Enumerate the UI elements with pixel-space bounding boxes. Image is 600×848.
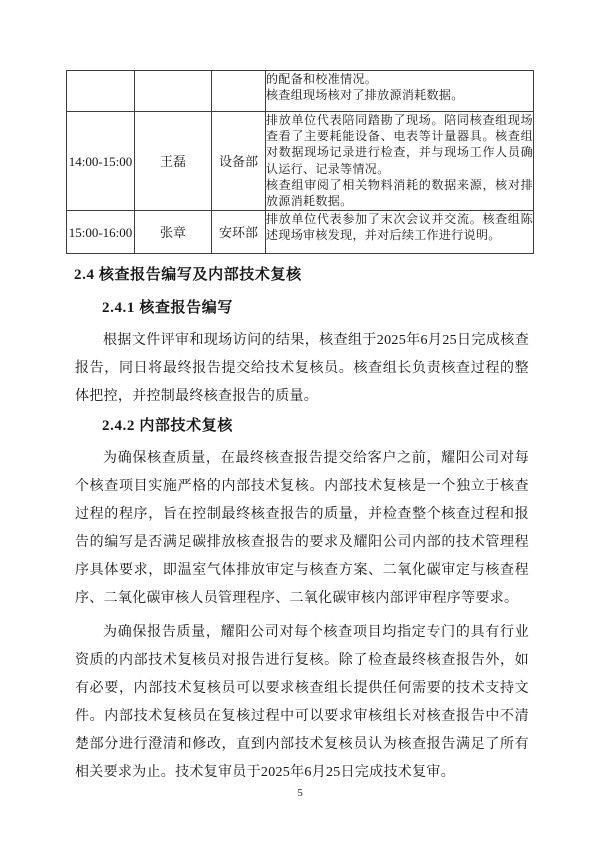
name-cell	[135, 71, 212, 112]
activity-line: 的配备和校准情况。	[266, 72, 378, 86]
section-heading-2-4: 2.4 核查报告编写及内部技术复核	[74, 267, 302, 283]
name-cell: 王磊	[135, 112, 212, 211]
dept-cell: 安环部	[212, 211, 266, 254]
page-number: 5	[297, 787, 303, 799]
activity-line: 排放单位代表陪同踏勘了现场。陪同核查组现场查看了主要耗能设备、电表等计量器具。核查组对数据现场记录进行检查，并与现场工作人员确认运行、记录等情况。	[266, 113, 533, 176]
activity-line: 核查组现场核对了排放源消耗数据。	[266, 88, 464, 103]
table-row	[67, 211, 534, 254]
time-cell: 14:00-15:00	[67, 112, 135, 211]
table-row	[67, 71, 534, 112]
paragraph-2-4-2-a: 为确保核查质量，在最终核查报告提交给客户之前，耀阳公司对每个核查项目实施严格的内部技术复核。内部技术复核是一个独立于核查过程的程序，旨在控制最终核查报告的质量，并检查整个核查过程和报告的编写是否满足碳排放核查报告的要求及耀阳公司内部的技术管理程序具体要求，即温室气体排放审定与核查方案、二氧化碳审定与核查程序、二氧化碳审核人员管理程序、二氧化碳审核内部评审程序等要求。	[75, 451, 529, 606]
activity-line: 排放单位代表参加了末次会议并交流。核查组陈述现场审核发现，并对后续工作进行说明。	[266, 212, 533, 243]
time-cell	[67, 71, 135, 112]
section-heading-2-4-2: 2.4.2 内部技术复核	[102, 418, 233, 434]
dept-cell: 设备部	[212, 112, 266, 211]
paragraph-2-4-1: 根据文件评审和现场访问的结果，核查组于2025年6月25日完成核查报告，同日将最终报告提交给技术复核员。核查组长负责核查过程的整体把控，并控制最终核查报告的质量。	[75, 333, 529, 404]
dept-cell	[212, 71, 266, 112]
activity-cell	[266, 112, 534, 211]
section-heading-2-4-1: 2.4.1 核查报告编写	[102, 300, 233, 316]
table-row	[67, 112, 534, 211]
time-cell: 15:00-16:00	[67, 211, 135, 254]
activity-cell	[266, 71, 534, 112]
name-cell: 张章	[135, 211, 212, 254]
activity-cell	[266, 211, 534, 254]
activity-line: 核查组审阅了相关物料消耗的数据来源，核对排放源消耗数据。	[266, 177, 533, 209]
site-visit-schedule-table	[66, 70, 534, 254]
paragraph-2-4-2-b: 为确保报告质量，耀阳公司对每个核查项目均指定专门的具有行业资质的内部技术复核员对报告进行复核。除了检查最终核查报告外，如有必要，内部技术复核员可以要求核查组长提供任何需要的技术支持文件。内部技术复核员在复核过程中可以要求审核组长对核查报告中不清楚部分进行澄清和修改，直到内部技术复核员认为核查报告满足了所有相关要求为止。技术复审员于2025年6月25日完成技术复审。	[75, 625, 529, 780]
